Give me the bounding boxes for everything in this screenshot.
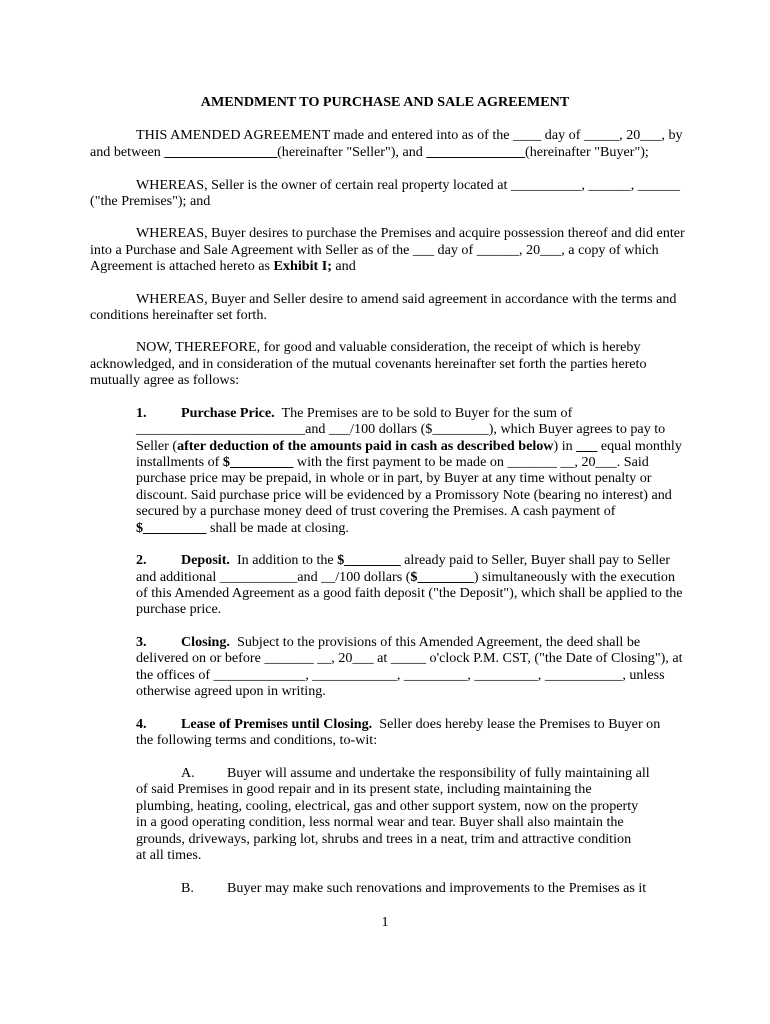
section-4-heading: Lease of Premises until Closing.: [181, 716, 373, 732]
subsection-a-line-4: in a good operating condition, less normal wear and tear. Buyer shall also maintain the: [136, 814, 624, 830]
cash-payment-blank: _________: [143, 520, 207, 536]
whereas3-line-2: conditions hereinafter set forth.: [90, 307, 267, 323]
section-4-line-1: [181, 716, 660, 732]
section-2-number: 2.: [136, 552, 147, 568]
intro-text: (hereinafter "Buyer");: [525, 144, 649, 160]
section-2-line-1: [181, 552, 670, 568]
dollar-sign: $: [337, 552, 345, 568]
section-1-number: 1.: [136, 405, 147, 421]
section-1-text: with the first payment to be made on _______ __, 20___. Said: [293, 454, 649, 470]
section-3-line-2: delivered on or before _______ __, 20___ at _____ o'clock P.M. CST, ("the Date of Closing"), at: [136, 650, 683, 666]
seller-blank: ________________: [164, 144, 278, 160]
section-4-line-2: the following terms and conditions, to-wit:: [136, 732, 378, 748]
subsection-a-label: A.: [181, 765, 195, 781]
installments-count-blank: ___: [576, 438, 598, 454]
subsection-a-line-1: Buyer will assume and undertake the responsibility of fully maintaining all: [227, 765, 650, 781]
whereas3-line-1: WHEREAS, Buyer and Seller desire to amend said agreement in accordance with the terms and: [136, 291, 677, 307]
section-3-heading: Closing.: [181, 634, 230, 650]
section-2-text: and additional ___________and __/100 dollars (: [136, 569, 411, 585]
whereas2-line-1: WHEREAS, Buyer desires to purchase the Premises and acquire possession thereof and did enter: [136, 225, 685, 241]
section-1-text: shall be made at closing.: [206, 520, 349, 536]
subsection-a-line-5: grounds, driveways, parking lot, shrubs and trees in a neat, trim and attractive condition: [136, 831, 632, 847]
section-4-number: 4.: [136, 716, 147, 732]
section-4-text: Seller does hereby lease the Premises to Buyer on: [379, 716, 661, 732]
subsection-a-line-3: plumbing, heating, cooling, electrical, gas and other support system, now on the property: [136, 798, 639, 814]
whereas2-line-2: into a Purchase and Sale Agreement with Seller as of the ___ day of ______, 20___, a copy of which: [90, 242, 659, 258]
section-3-line-3: the offices of _____________, ____________, _________, _________, ___________, unless: [136, 667, 665, 683]
section-2-line-3: of this Amended Agreement as a good faith deposit ("the Deposit"), which shall be applied to the: [136, 585, 683, 601]
section-1-line-6: discount. Said purchase price will be evidenced by a Promissory Note (bearing no interest) and: [136, 487, 672, 503]
section-3-number: 3.: [136, 634, 147, 650]
buyer-blank: ______________: [426, 144, 526, 160]
section-1-line-1: [181, 405, 572, 421]
paid-amount-blank: ________: [344, 552, 401, 568]
section-3-text: Subject to the provisions of this Amended Agreement, the deed shall be: [237, 634, 641, 650]
section-1-line-5: purchase price may be prepaid, in whole or in part, by Buyer at any time without penalty or: [136, 470, 652, 486]
dollar-sign: $: [222, 454, 230, 470]
section-1-line-7: secured by a purchase money deed of trust covering the Premises. A cash payment of: [136, 503, 616, 519]
section-3-line-1: [181, 634, 640, 650]
now-therefore-line-2: acknowledged, and in consideration of the mutual covenants hereinafter set forth the parties hereto: [90, 356, 647, 372]
whereas2-text: Agreement is attached hereto as: [90, 258, 274, 274]
page-number: 1: [381, 914, 389, 930]
section-1-line-2: ________________________and ___/100 dollars ($________), which Buyer agrees to pay to: [136, 421, 666, 437]
section-1-line-3: [136, 438, 682, 454]
exhibit-reference: Exhibit I;: [273, 258, 332, 274]
section-3-line-4: otherwise agreed upon in writing.: [136, 683, 326, 699]
now-therefore-line-1: NOW, THEREFORE, for good and valuable consideration, the receipt of which is hereby: [136, 339, 641, 355]
subsection-b-label: B.: [181, 880, 194, 896]
whereas2-line-3: [90, 258, 356, 274]
section-1-line-8: [136, 520, 349, 536]
dollar-sign: $: [136, 520, 144, 536]
subsection-a-line-6: at all times.: [136, 847, 202, 863]
whereas1-line-1: WHEREAS, Seller is the owner of certain real property located at __________, ______, ______: [136, 177, 681, 193]
dollar-sign: $: [410, 569, 418, 585]
section-1-text: ) in: [553, 438, 577, 454]
intro-line-2: [90, 144, 649, 160]
section-2-line-4: purchase price.: [136, 601, 222, 617]
intro-line-1: THIS AMENDED AGREEMENT made and entered into as of the ____ day of _____, 20___, by: [136, 127, 683, 143]
section-2-text: ) simultaneously with the execution: [473, 569, 676, 585]
subsection-a-line-2: of said Premises in good repair and in its present state, including maintaining the: [136, 781, 592, 797]
deposit-amount-blank: ________: [417, 569, 474, 585]
now-therefore-line-3: mutually agree as follows:: [90, 372, 240, 388]
section-1-line-4: [136, 454, 649, 470]
section-2-heading: Deposit.: [181, 552, 230, 568]
installment-amount-blank: _________: [229, 454, 294, 470]
document-title: AMENDMENT TO PURCHASE AND SALE AGREEMENT: [200, 94, 570, 110]
intro-text: (hereinafter "Seller"), and: [277, 144, 427, 160]
whereas2-text: and: [331, 258, 356, 274]
section-1-heading: Purchase Price.: [181, 405, 275, 421]
section-1-text: installments of: [136, 454, 223, 470]
section-2-text: already paid to Seller, Buyer shall pay to Seller: [400, 552, 671, 568]
whereas1-line-2: ("the Premises"); and: [90, 193, 211, 209]
section-2-line-2: [136, 569, 675, 585]
subsection-b-line-1: Buyer may make such renovations and improvements to the Premises as it: [227, 880, 647, 896]
section-1-text: Seller (: [136, 438, 178, 454]
section-2-text: In addition to the: [236, 552, 338, 568]
section-1-text: equal monthly: [597, 438, 682, 454]
deduction-clause: after deduction of the amounts paid in cash as described below: [177, 438, 554, 454]
section-1-text: The Premises are to be sold to Buyer for the sum of: [281, 405, 573, 421]
intro-text: and between: [90, 144, 165, 160]
